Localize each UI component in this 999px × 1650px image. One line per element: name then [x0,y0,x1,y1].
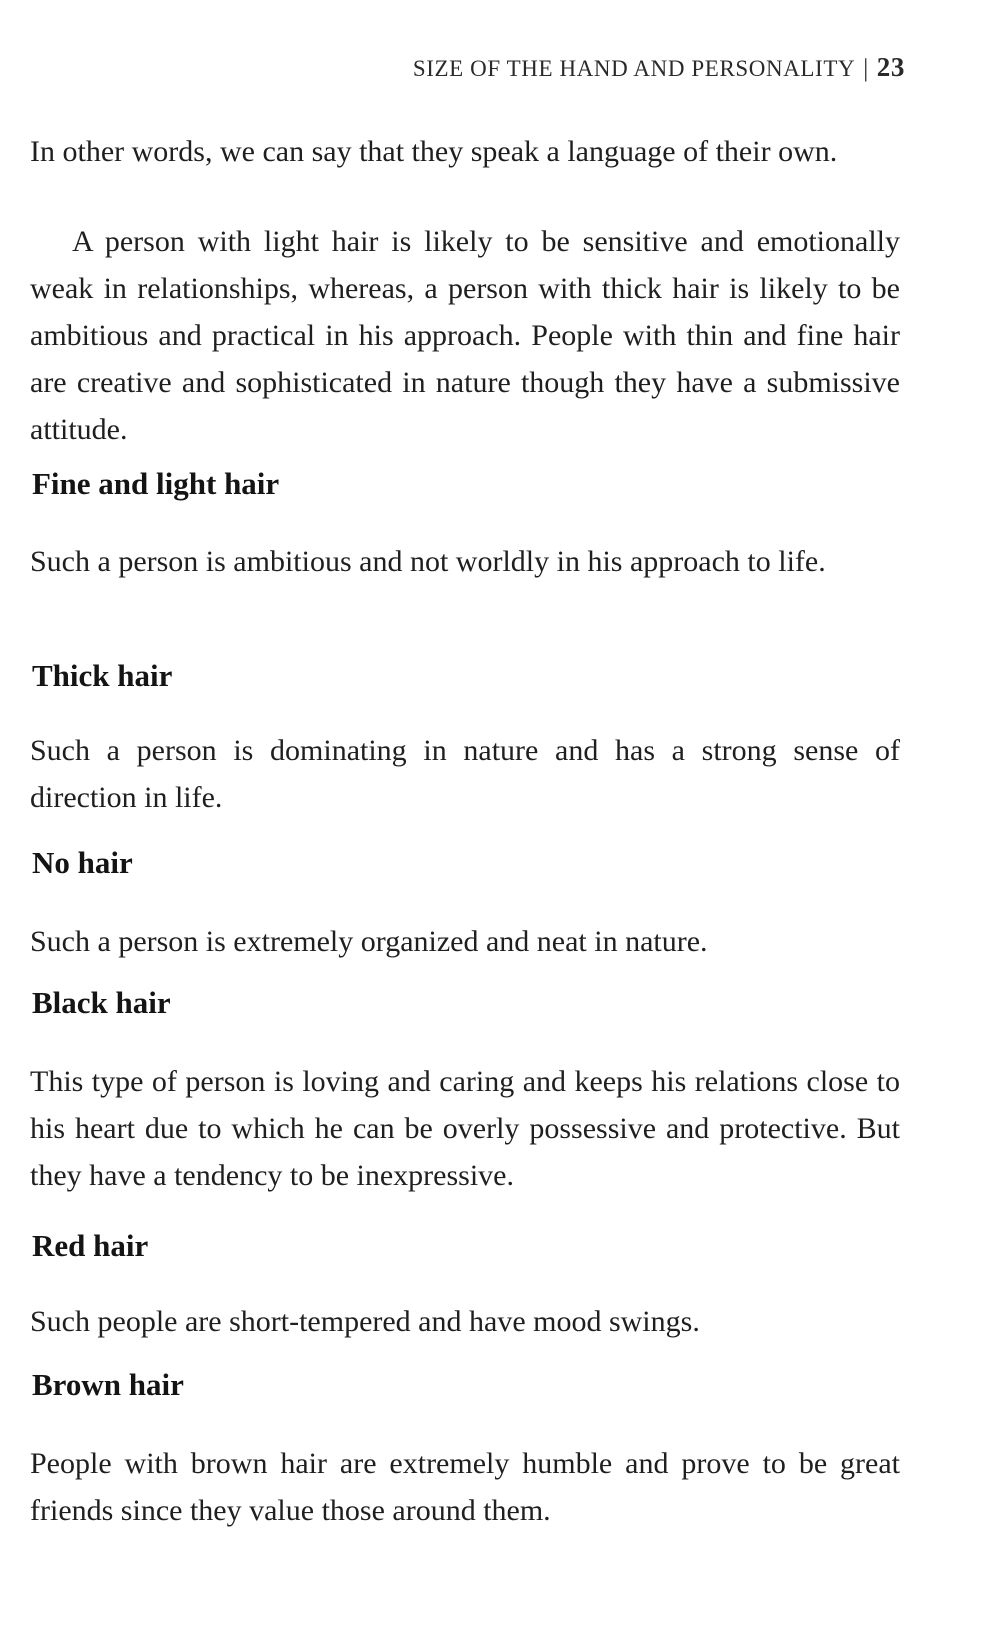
section-heading-black-hair: Black hair [32,985,171,1020]
running-head [300,52,905,83]
page-number: 23 [876,52,905,82]
section-text-no-hair: Such a person is extremely organized and neat in nature. [30,925,708,958]
section-heading-fine-light-hair: Fine and light hair [32,466,280,501]
running-head-title: SIZE OF THE HAND AND PERSONALITY [412,56,856,81]
intro-paragraph-2: A person with light hair is likely to be sensitive and emotionally weak in relationships, whereas, a person with thick hair is likely to be ambitious and practical in his approach. People with thin and fine hair are creative and sophisticated in nature though they have a submissive attitude. [30,225,900,446]
section-text-brown-hair: People with brown hair are extremely humble and prove to be great friends since they value those around them. [30,1447,900,1527]
section-text-black-hair: This type of person is loving and caring and keeps his relations close to his heart due to which he can be overly possessive and protective. But they have a tendency to be inexpressive. [30,1065,900,1192]
section-text-red-hair: Such people are short-tempered and have mood swings. [30,1305,700,1338]
section-heading-no-hair: No hair [32,845,133,880]
section-heading-thick-hair: Thick hair [32,658,173,693]
section-text-fine-light-hair: Such a person is ambitious and not worldly in his approach to life. [30,545,826,578]
running-head-separator: | [863,55,869,82]
section-text-thick-hair: Such a person is dominating in nature and has a strong sense of direction in life. [30,734,900,814]
section-heading-red-hair: Red hair [32,1228,149,1263]
section-heading-brown-hair: Brown hair [32,1367,184,1402]
intro-paragraph-1: In other words, we can say that they speak a language of their own. [30,135,838,168]
